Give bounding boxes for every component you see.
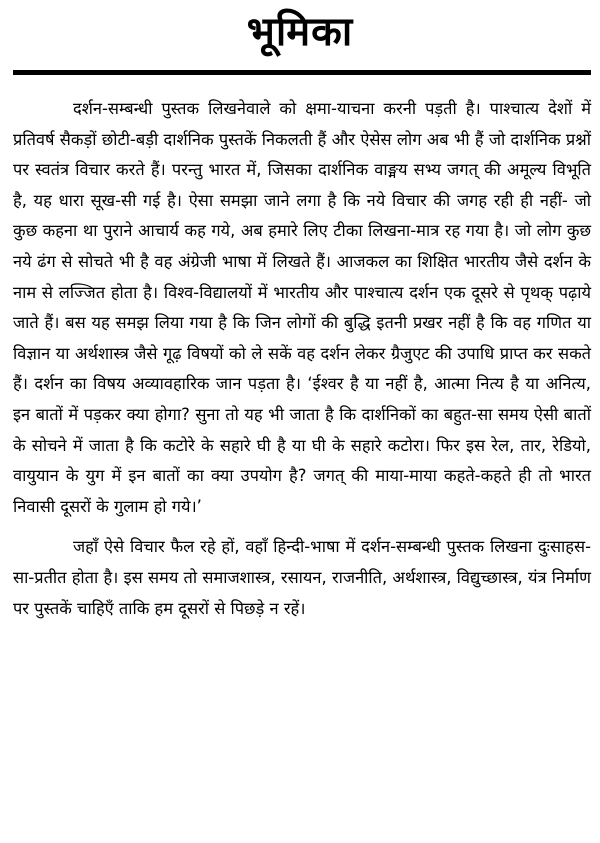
page-title: भूमिका [246,9,354,55]
body-text [13,94,591,624]
title-underline-divider [13,70,591,75]
paragraph-2: जहाँ ऐसे विचार फैल रहे हों, वहाँ हिन्दी-भाषा में दर्शन-सम्बन्धी पुस्तक लिखना दुःसाहस-सा-प्रतीत होता है। इस समय तो समाजशास्त्र, रसायन, राजनीति, अर्थशास्त्र, विद्युच्छास्त्र, यंत्र निर्माण पर पुस्तकें चाहिएँ ताकि हम दूसरों से पिछड़े न रहें। [13,537,591,618]
paragraph-1: दर्शन-सम्बन्धी पुस्तक लिखनेवाले को क्षमा-याचना करनी पड़ती है। पाश्चात्य देशों में प्रतिवर्ष सैकड़ों छोटी-बड़ी दार्शनिक पुस्तकें निकलती हैं और ऐसेस लोग अब भी हैं जो दार्शनिक प्रश्नों पर स्वतंत्र विचार करते हैं। परन्तु भारत में, जिसका दार्शनिक वाङ्मय सभ्य जगत् की अमूल्य विभूति है, यह धारा सूख-सी गई है। ऐसा समझा जाने लगा है कि नये विचार की जगह रही ही नहीं- जो कुछ कहना था पुराने आचार्य कह गये, अब हमारे लिए टीका लिखना-मात्र रह गया है। जो लोग कुछ नये ढंग से सोचते भी है वह अंग्रेजी भाषा में लिखते हैं। आजकल का शिक्षित भारतीय जैसे दर्शन के नाम से लज्जित होता है। विश्व-विद्यालयों में भारतीय और पाश्चात्य दर्शन एक दूसरे से पृथक् पढ़ाये जाते हैं। बस यह समझ लिया गया है कि जिन लोगों की बुद्धि इतनी प्रखर नहीं है कि वह गणित या विज्ञान या अर्थशास्त्र जैसे गूढ़ विषयों को ले सकें वह दर्शन लेकर ग्रैजुएट की उपाधि प्राप्त कर सकते हैं। दर्शन का विषय अव्यावहारिक जान पड़ता है। ‘ईश्वर है या नहीं है, आत्मा नित्य है या अनित्य, इन बातों में पड़कर क्या होगा? सुना तो यह भी जाता है कि दार्शनिकों का बहुत-सा समय ऐसी बातों के सोचने में जाता है कि कटोरे के सहारे घी है या घी के सहारे कटोरा। फिर इस रेल, तार, रेडियो, वायुयान के युग में इन बातों का क्या उपयोग है? जगत् की माया-माया कहते-कहते ही तो भारत निवासी दूसरों के गुलाम हो गये।’ [13,99,591,516]
